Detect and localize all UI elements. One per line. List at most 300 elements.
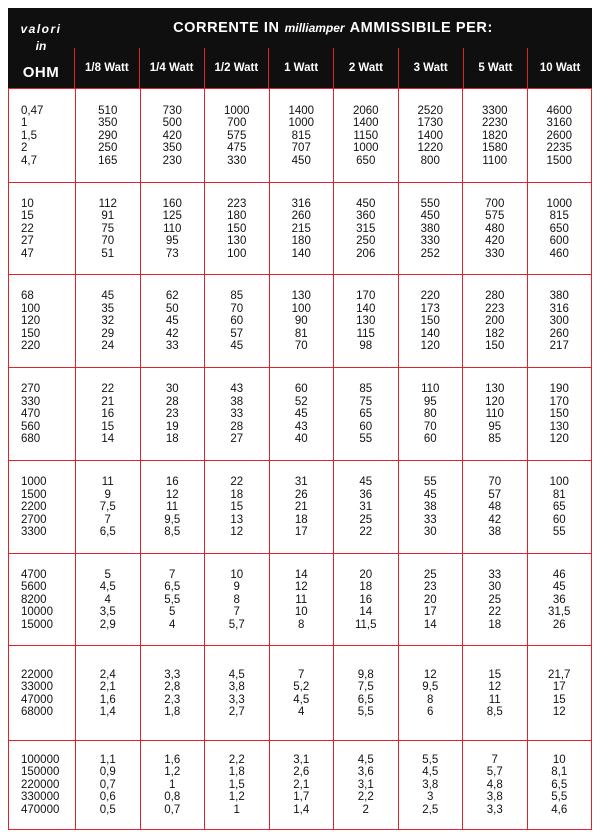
resistance-value: 5600 xyxy=(21,581,47,594)
current-value: 12 xyxy=(423,668,437,681)
resistance-value: 330000 xyxy=(21,791,60,804)
current-value: 7 xyxy=(298,668,305,681)
current-value: 1,2 xyxy=(228,791,245,804)
column-header: 5 Watt xyxy=(463,48,528,88)
current-value: 60 xyxy=(294,383,308,396)
current-value: 17 xyxy=(294,526,308,539)
current-values xyxy=(140,741,205,829)
current-value: 3,1 xyxy=(357,778,374,791)
current-value: 85 xyxy=(359,383,373,396)
current-value: 45 xyxy=(359,476,373,489)
current-value: 700 xyxy=(227,117,247,130)
current-value: 32 xyxy=(101,315,115,328)
current-values xyxy=(398,646,463,741)
current-value: 300 xyxy=(549,315,569,328)
current-value: 2235 xyxy=(546,142,573,155)
current-values xyxy=(204,646,269,741)
current-value: 75 xyxy=(101,222,115,235)
current-value: 5,5 xyxy=(164,593,181,606)
current-value: 380 xyxy=(420,222,440,235)
ohm-column-header xyxy=(8,8,74,88)
current-values xyxy=(140,275,205,368)
current-value: 6 xyxy=(427,705,434,718)
current-values xyxy=(462,89,527,183)
current-values xyxy=(333,554,398,646)
current-value: 280 xyxy=(485,290,505,303)
current-value: 18 xyxy=(294,513,308,526)
current-value: 0,7 xyxy=(164,803,181,816)
current-value: 98 xyxy=(359,340,373,353)
current-values xyxy=(527,89,592,183)
current-value: 33 xyxy=(488,568,502,581)
current-value: 7 xyxy=(491,753,498,766)
current-value: 5 xyxy=(104,568,111,581)
current-value: 150 xyxy=(485,340,505,353)
current-value: 165 xyxy=(98,154,118,167)
current-value: 50 xyxy=(165,302,179,315)
current-value: 3,5 xyxy=(99,606,116,619)
current-values xyxy=(140,368,205,461)
current-value: 11 xyxy=(488,693,501,706)
current-value: 150 xyxy=(227,222,247,235)
current-value: 170 xyxy=(549,395,569,408)
current-value: 6,5 xyxy=(357,693,374,706)
current-value: 29 xyxy=(101,327,115,340)
current-value: 330 xyxy=(420,235,440,248)
current-values xyxy=(333,368,398,461)
current-value: 0,5 xyxy=(99,803,116,816)
current-value: 70 xyxy=(230,302,244,315)
current-value: 350 xyxy=(162,142,182,155)
current-value: 550 xyxy=(420,197,440,210)
current-values xyxy=(140,183,205,275)
header-in: in xyxy=(35,39,47,53)
current-value: 38 xyxy=(230,395,244,408)
current-value: 51 xyxy=(101,247,115,260)
resistance-values xyxy=(9,183,75,275)
current-value: 5,7 xyxy=(228,618,245,631)
current-value: 1000 xyxy=(546,197,573,210)
resistance-value: 220 xyxy=(21,340,41,353)
current-value: 4 xyxy=(169,618,176,631)
current-value: 60 xyxy=(552,513,566,526)
current-value: 15 xyxy=(230,501,244,514)
current-values xyxy=(333,89,398,183)
resistance-values xyxy=(9,89,75,183)
current-value: 90 xyxy=(294,315,308,328)
current-value: 600 xyxy=(549,235,569,248)
resistance-value: 470000 xyxy=(21,803,60,816)
current-value: 130 xyxy=(356,315,376,328)
current-value: 3,3 xyxy=(228,693,245,706)
current-value: 1000 xyxy=(352,142,379,155)
current-value: 475 xyxy=(227,142,247,155)
current-value: 1730 xyxy=(417,117,444,130)
current-value: 36 xyxy=(359,488,373,501)
column-header: 1/8 Watt xyxy=(74,48,139,88)
current-value: 45 xyxy=(423,488,437,501)
resistance-value: 1500 xyxy=(21,488,47,501)
resistance-group xyxy=(9,89,591,183)
current-value: 730 xyxy=(162,104,182,117)
current-value: 3300 xyxy=(481,104,508,117)
current-values xyxy=(398,89,463,183)
current-value: 130 xyxy=(227,235,247,248)
current-value: 4,6 xyxy=(551,803,568,816)
current-value: 26 xyxy=(294,488,308,501)
current-value: 70 xyxy=(488,476,502,489)
resistance-value: 27 xyxy=(21,235,34,248)
resistance-value: 680 xyxy=(21,433,41,446)
current-value: 13 xyxy=(230,513,244,526)
current-value: 250 xyxy=(98,142,118,155)
current-value: 125 xyxy=(162,210,182,223)
current-value: 8,5 xyxy=(486,705,503,718)
current-values xyxy=(462,646,527,741)
current-value: 38 xyxy=(423,501,437,514)
current-value: 4 xyxy=(298,705,305,718)
current-value: 14 xyxy=(294,568,308,581)
current-value: 500 xyxy=(162,117,182,130)
current-value: 48 xyxy=(488,501,502,514)
current-value: 30 xyxy=(488,581,502,594)
current-value: 173 xyxy=(420,302,440,315)
current-values xyxy=(204,554,269,646)
current-value: 1 xyxy=(169,778,176,791)
current-values xyxy=(269,275,334,368)
current-values xyxy=(398,741,463,829)
current-values xyxy=(398,368,463,461)
current-value: 160 xyxy=(162,197,182,210)
current-value: 21 xyxy=(294,501,308,514)
current-value: 2,8 xyxy=(164,681,181,694)
header-ohm: OHM xyxy=(22,64,60,81)
current-values xyxy=(75,89,140,183)
current-values xyxy=(269,368,334,461)
column-header: 2 Watt xyxy=(333,48,398,88)
current-value: 7 xyxy=(169,568,176,581)
current-value: 57 xyxy=(230,327,244,340)
resistance-value: 270 xyxy=(21,383,41,396)
current-value: 55 xyxy=(423,476,437,489)
current-value: 30 xyxy=(165,383,179,396)
current-value: 6,5 xyxy=(99,526,116,539)
current-value: 5,5 xyxy=(551,791,568,804)
current-value: 2,1 xyxy=(99,681,116,694)
current-value: 316 xyxy=(549,302,569,315)
current-value: 25 xyxy=(488,593,502,606)
current-value: 7,5 xyxy=(357,681,374,694)
current-value: 2060 xyxy=(352,104,379,117)
current-value: 1220 xyxy=(417,142,444,155)
current-value: 110 xyxy=(421,383,440,396)
current-values xyxy=(527,368,592,461)
resistance-values xyxy=(9,741,75,829)
current-value: 14 xyxy=(423,618,437,631)
resistance-value: 4,7 xyxy=(21,154,37,167)
current-value: 33 xyxy=(423,513,437,526)
current-value: 182 xyxy=(485,327,505,340)
current-value: 55 xyxy=(552,526,566,539)
current-value: 18 xyxy=(230,488,244,501)
current-value: 150 xyxy=(420,315,440,328)
resistance-value: 220000 xyxy=(21,778,60,791)
current-value: 57 xyxy=(488,488,502,501)
resistance-value: 68 xyxy=(21,290,34,303)
current-values xyxy=(269,741,334,829)
column-header: 1/2 Watt xyxy=(204,48,269,88)
current-value: 650 xyxy=(356,154,376,167)
current-value: 215 xyxy=(291,222,311,235)
current-value: 25 xyxy=(359,513,373,526)
current-value: 85 xyxy=(488,433,502,446)
current-value: 38 xyxy=(488,526,502,539)
current-value: 180 xyxy=(291,235,311,248)
current-value: 5,2 xyxy=(293,681,310,694)
current-value: 130 xyxy=(549,420,569,433)
current-value: 91 xyxy=(101,210,115,223)
current-value: 23 xyxy=(423,581,437,594)
current-value: 800 xyxy=(420,154,440,167)
resistance-value: 330 xyxy=(21,395,41,408)
current-value: 65 xyxy=(552,501,566,514)
current-value: 2,3 xyxy=(164,693,181,706)
current-value: 17 xyxy=(423,606,437,619)
current-value: 140 xyxy=(420,327,440,340)
current-value: 350 xyxy=(98,117,118,130)
current-value: 316 xyxy=(291,197,311,210)
current-value: 5 xyxy=(169,606,176,619)
current-value: 2520 xyxy=(417,104,444,117)
current-value: 1580 xyxy=(481,142,508,155)
current-value: 2,2 xyxy=(357,791,374,804)
current-value: 15 xyxy=(488,668,502,681)
resistance-value: 100 xyxy=(21,302,41,315)
current-value: 45 xyxy=(230,340,244,353)
current-values xyxy=(333,646,398,741)
current-value: 81 xyxy=(294,327,308,340)
header-valori: valori xyxy=(20,22,62,36)
current-value: 0,8 xyxy=(164,791,181,804)
current-value: 21,7 xyxy=(548,668,571,681)
current-value: 9,8 xyxy=(357,668,374,681)
current-value: 18 xyxy=(165,433,179,446)
current-value: 2,2 xyxy=(228,753,245,766)
current-value: 7 xyxy=(104,513,111,526)
current-values xyxy=(140,461,205,554)
current-value: 120 xyxy=(420,340,440,353)
current-value: 22 xyxy=(230,476,244,489)
current-value: 62 xyxy=(165,290,179,303)
current-value: 60 xyxy=(230,315,244,328)
current-value: 650 xyxy=(549,222,569,235)
current-value: 42 xyxy=(488,513,502,526)
resistance-value: 22 xyxy=(21,222,34,235)
current-value: 18 xyxy=(488,618,502,631)
current-values xyxy=(333,183,398,275)
resistance-value: 1 xyxy=(21,117,28,130)
resistance-value: 560 xyxy=(21,420,41,433)
current-value: 252 xyxy=(420,247,440,260)
current-value: 43 xyxy=(230,383,244,396)
current-value: 330 xyxy=(485,247,505,260)
current-value: 95 xyxy=(165,235,179,248)
current-value: 250 xyxy=(356,235,376,248)
current-value: 100 xyxy=(549,476,569,489)
current-values xyxy=(462,741,527,829)
current-value: 2,7 xyxy=(228,705,245,718)
current-value: 420 xyxy=(162,129,182,142)
current-value: 1,8 xyxy=(228,766,245,779)
current-value: 3,8 xyxy=(486,791,503,804)
resistance-value: 2700 xyxy=(21,513,47,526)
current-value: 1,5 xyxy=(228,778,245,791)
current-value: 480 xyxy=(485,222,505,235)
current-value: 2,5 xyxy=(422,803,439,816)
current-value: 95 xyxy=(423,395,437,408)
title-post: AMMISSIBILE PER: xyxy=(349,20,493,36)
current-value: 1820 xyxy=(481,129,508,142)
current-value: 81 xyxy=(552,488,566,501)
current-values xyxy=(269,461,334,554)
current-value: 1400 xyxy=(352,117,379,130)
current-value: 17 xyxy=(552,681,566,694)
resistance-group xyxy=(9,741,591,829)
current-value: 11 xyxy=(166,501,179,514)
current-value: 110 xyxy=(485,408,504,421)
current-value: 217 xyxy=(549,340,569,353)
current-value: 1400 xyxy=(417,129,444,142)
current-value: 2,9 xyxy=(99,618,116,631)
current-value: 5,5 xyxy=(357,705,374,718)
current-values xyxy=(204,183,269,275)
current-value: 2,4 xyxy=(99,668,116,681)
current-value: 120 xyxy=(549,433,569,446)
current-value: 3,3 xyxy=(164,668,181,681)
current-value: 2 xyxy=(362,803,369,816)
current-value: 3,8 xyxy=(422,778,439,791)
current-values xyxy=(204,275,269,368)
current-value: 5,5 xyxy=(422,753,439,766)
current-value: 9 xyxy=(233,581,240,594)
current-value: 3,6 xyxy=(357,766,374,779)
current-value: 85 xyxy=(230,290,244,303)
resistance-value: 0,47 xyxy=(21,104,44,117)
resistance-value: 47000 xyxy=(21,693,53,706)
column-header: 10 Watt xyxy=(527,48,592,88)
current-value: 150 xyxy=(549,408,569,421)
current-value: 33 xyxy=(165,340,179,353)
current-value: 11 xyxy=(101,476,114,489)
current-value: 1,4 xyxy=(99,705,116,718)
current-values xyxy=(269,554,334,646)
current-value: 380 xyxy=(549,290,569,303)
current-value: 60 xyxy=(423,433,437,446)
current-value: 16 xyxy=(359,593,373,606)
current-value: 6,5 xyxy=(164,581,181,594)
current-value: 15 xyxy=(101,420,115,433)
resistance-value: 150000 xyxy=(21,766,60,779)
current-value: 70 xyxy=(101,235,115,248)
current-value: 70 xyxy=(423,420,437,433)
current-value: 223 xyxy=(227,197,247,210)
current-values xyxy=(398,183,463,275)
current-value: 45 xyxy=(165,315,179,328)
table-body xyxy=(8,88,592,830)
resistance-value: 4700 xyxy=(21,568,47,581)
current-value: 3,3 xyxy=(486,803,503,816)
current-values xyxy=(140,554,205,646)
current-values xyxy=(75,368,140,461)
current-value: 180 xyxy=(227,210,247,223)
current-value: 140 xyxy=(291,247,311,260)
current-value: 2600 xyxy=(546,129,573,142)
resistance-group xyxy=(9,554,591,646)
current-value: 33 xyxy=(230,408,244,421)
current-values xyxy=(333,741,398,829)
current-value: 100 xyxy=(291,302,311,315)
resistance-group xyxy=(9,461,591,554)
current-value: 450 xyxy=(291,154,311,167)
current-value: 20 xyxy=(359,568,373,581)
resistance-value: 120 xyxy=(21,315,41,328)
current-value: 12 xyxy=(552,705,566,718)
column-header: 3 Watt xyxy=(398,48,463,88)
current-value: 95 xyxy=(488,420,502,433)
resistance-values xyxy=(9,646,75,741)
current-value: 206 xyxy=(356,247,376,260)
current-values xyxy=(462,368,527,461)
current-value: 4 xyxy=(104,593,111,606)
current-value: 260 xyxy=(291,210,311,223)
current-value: 0,9 xyxy=(99,766,116,779)
current-values xyxy=(269,646,334,741)
current-value: 22 xyxy=(488,606,502,619)
current-values xyxy=(75,646,140,741)
table-title xyxy=(74,8,592,48)
current-value: 450 xyxy=(420,210,440,223)
current-value: 1150 xyxy=(353,129,379,142)
current-values xyxy=(527,275,592,368)
current-value: 3160 xyxy=(546,117,573,130)
current-value: 4,5 xyxy=(228,668,245,681)
current-value: 11,5 xyxy=(354,618,377,631)
current-value: 1100 xyxy=(482,154,508,167)
current-values xyxy=(333,461,398,554)
current-value: 10 xyxy=(552,753,566,766)
resistance-value: 1,5 xyxy=(21,129,37,142)
column-header: 1 Watt xyxy=(268,48,333,88)
current-value: 1500 xyxy=(546,154,573,167)
current-value: 8,1 xyxy=(551,766,568,779)
current-value: 112 xyxy=(98,197,117,210)
current-value: 15 xyxy=(552,693,566,706)
current-values xyxy=(527,461,592,554)
current-value: 9,5 xyxy=(164,513,181,526)
current-value: 80 xyxy=(423,408,437,421)
current-values xyxy=(527,554,592,646)
current-value: 1,6 xyxy=(164,753,181,766)
current-value: 46 xyxy=(552,568,566,581)
current-value: 4,5 xyxy=(357,753,374,766)
current-values xyxy=(527,741,592,829)
current-value: 460 xyxy=(549,247,569,260)
current-value: 70 xyxy=(294,340,308,353)
current-value: 45 xyxy=(294,408,308,421)
current-value: 31,5 xyxy=(548,606,571,619)
current-value: 360 xyxy=(356,210,376,223)
current-value: 100 xyxy=(227,247,247,260)
